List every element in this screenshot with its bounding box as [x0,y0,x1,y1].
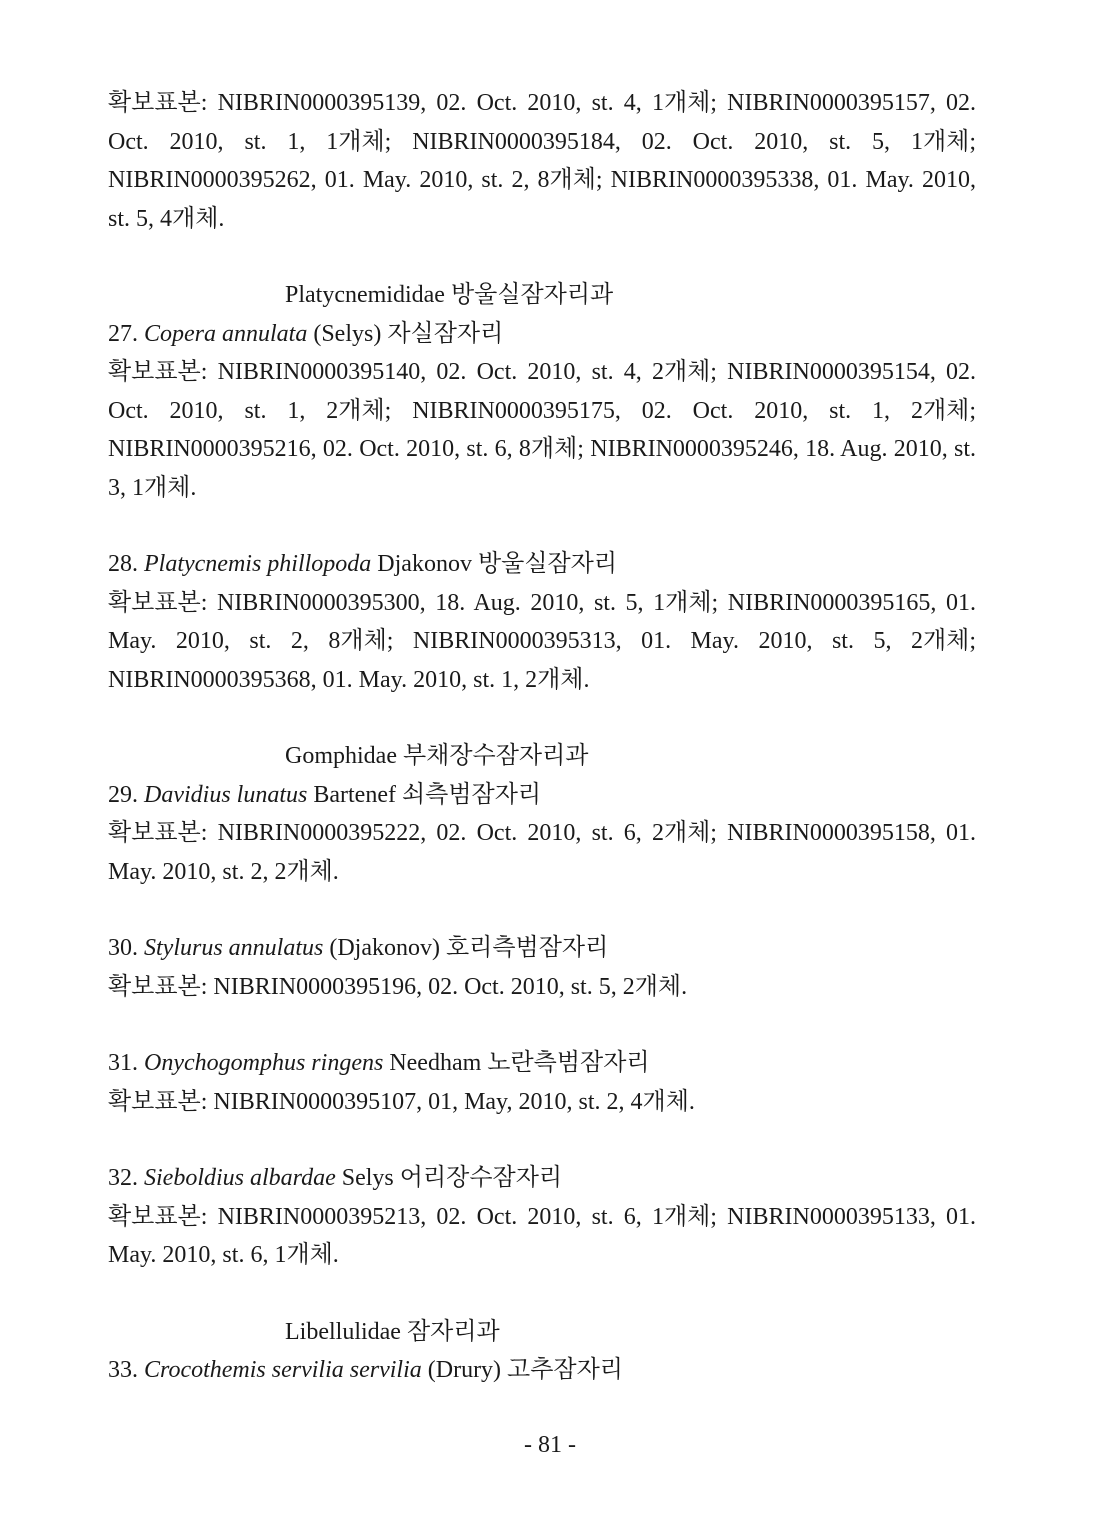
species-author-korean: (Selys) 자실잠자리 [307,320,504,347]
species-author-korean: Needham 노란측범잠자리 [383,1050,650,1076]
species-number: 27. [108,320,144,347]
specimen-record: 확보표본: NIBRIN0000395196, 02. Oct. 2010, st. 5, 2개체. [108,973,688,1000]
species-number: 30. [108,935,144,961]
species-heading [108,545,976,584]
scientific-name: Davidius lunatus [144,781,308,808]
species-number: 33. [108,1357,144,1383]
species-heading [108,1159,976,1198]
species-number: 32. [108,1165,144,1191]
specimen-record: 확보표본: NIBRIN0000395222, 02. Oct. 2010, st. 6, 2개체; NIBRIN0000395158, 01. May. 2010, st. 2, 2개체. [108,820,976,885]
specimen-record: 확보표본: NIBRIN0000395140, 02. Oct. 2010, st. 4, 2개체; NIBRIN0000395154, 02. Oct. 2010, st. 1, 2개체; NIBRIN0000395175, 02. Oct. 2010, st. 1, 2개체; NIBRIN0000395216, 02. Oct. 2010, st. 6, 8개체; NIBRIN0000395246, 18. Aug. 2010, st. 3, 1개체. [108,359,976,501]
scientific-name: Crocothemis servilia servilia [144,1357,422,1383]
specimen-record: 확보표본: NIBRIN0000395139, 02. Oct. 2010, st. 4, 1개체; NIBRIN0000395157, 02. Oct. 2010, st. 1, 1개체; NIBRIN0000395184, 02. Oct. 2010, st. 5, 1개체; NIBRIN0000395262, 01. May. 2010, st. 2, 8개체; NIBRIN0000395338, 01. May. 2010, st. 5, 4개체. [108,90,976,232]
specimen-record: 확보표본: NIBRIN0000395300, 18. Aug. 2010, st. 5, 1개체; NIBRIN0000395165, 01. May. 2010, st. 2, 8개체; NIBRIN0000395313, 01. May. 2010, st. 5, 2개체; NIBRIN0000395368, 01. May. 2010, st. 1, 2개체. [108,589,976,693]
species-author-korean: Bartenef 쇠측범잠자리 [307,781,542,808]
page-number: - 81 - [524,1432,576,1458]
scientific-name: Platycnemis phillopoda [144,551,372,577]
species-number: 31. [108,1050,144,1076]
species-author-korean: (Djakonov) 호리측범잠자리 [323,935,609,961]
specimen-record: 확보표본: NIBRIN0000395213, 02. Oct. 2010, st. 6, 1개체; NIBRIN0000395133, 01. May. 2010, st. 6, 1개체. [108,1203,976,1268]
species-heading [108,1351,976,1390]
document-body [108,84,976,1390]
species-heading [108,929,976,968]
species-heading [108,315,976,354]
scientific-name: Copera annulata [144,320,308,347]
scientific-name: Sieboldius albardae [144,1165,336,1191]
species-author-korean: Selys 어리장수잠자리 [335,1165,563,1191]
species-heading [108,1044,976,1083]
species-author-korean: Djakonov 방울실잠자리 [371,551,618,577]
scientific-name: Onychogomphus ringens [144,1050,384,1076]
family-heading: Libellulidae 잠자리과 [285,1318,500,1345]
species-number: 29. [108,781,144,808]
scientific-name: Stylurus annulatus [144,935,324,961]
family-heading: Gomphidae 부채장수잠자리과 [285,743,589,769]
species-number: 28. [108,551,144,577]
species-heading [108,776,976,815]
species-author-korean: (Drury) 고추잠자리 [421,1357,623,1383]
specimen-record: 확보표본: NIBRIN0000395107, 01, May, 2010, st. 2, 4개체. [108,1088,695,1115]
family-heading: Platycnemididae 방울실잠자리과 [285,282,614,308]
